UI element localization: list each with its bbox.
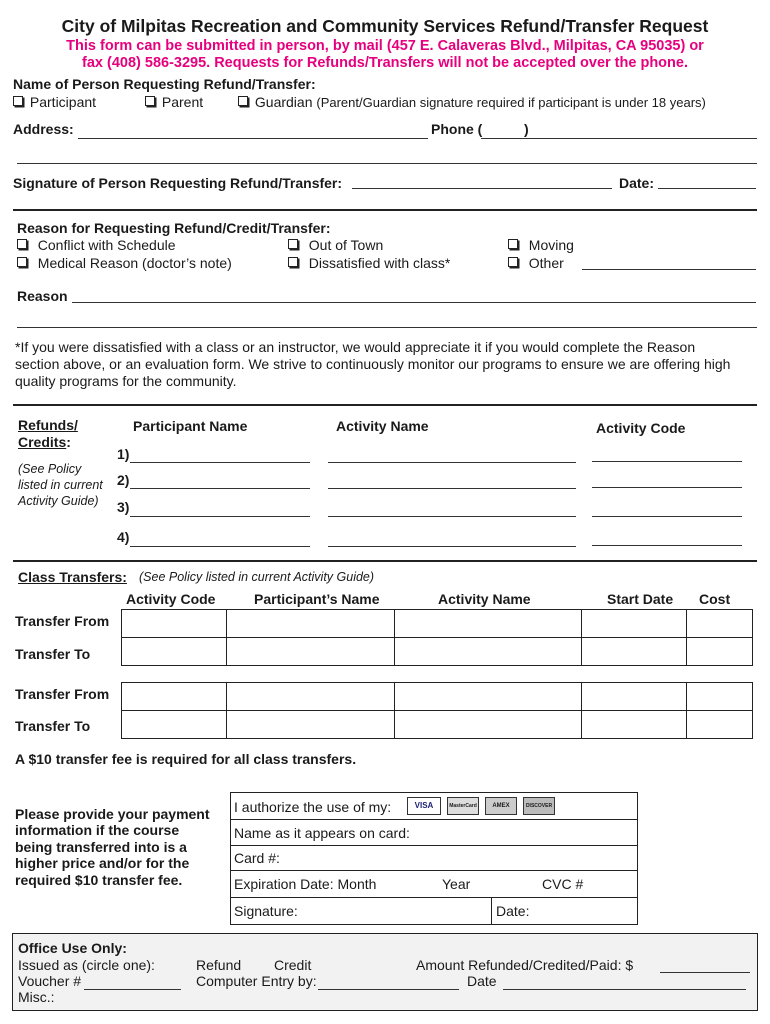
mastercard-icon[interactable]: MasterCard bbox=[447, 797, 479, 815]
refund-activity-field[interactable] bbox=[328, 546, 576, 547]
payment-date-cell[interactable] bbox=[491, 897, 637, 924]
payment-signature-cell[interactable] bbox=[231, 897, 492, 924]
transfer-col-start: Start Date bbox=[607, 591, 674, 607]
payment-date-label: Date: bbox=[496, 903, 530, 919]
office-date-field[interactable] bbox=[503, 989, 746, 990]
transfer-cell[interactable] bbox=[582, 683, 687, 711]
submission-note-line1: This form can be submitted in person, by mail (457 E. Calaveras Blvd., Milpitas, CA 95035) or bbox=[66, 38, 704, 54]
section-divider bbox=[13, 209, 757, 211]
refund-col-participant: Participant Name bbox=[133, 418, 248, 434]
refund-code-field[interactable] bbox=[592, 487, 742, 488]
reason-label: Reason bbox=[17, 288, 68, 304]
signature-date-field[interactable] bbox=[658, 188, 756, 189]
payment-prompt-line5: required $10 transfer fee. bbox=[15, 872, 183, 888]
refund-policy-line1: (See Policy bbox=[18, 462, 82, 476]
card-number-label: Card #: bbox=[234, 850, 280, 866]
amex-icon[interactable]: AMEX bbox=[485, 797, 517, 815]
transfer-cell[interactable] bbox=[582, 610, 687, 638]
refund-activity-field[interactable] bbox=[328, 516, 576, 517]
card-logos bbox=[407, 797, 561, 815]
cvc-label: CVC # bbox=[542, 876, 584, 892]
payment-box bbox=[230, 792, 638, 925]
transfer-cell[interactable] bbox=[227, 711, 395, 739]
name-on-card-row[interactable] bbox=[231, 819, 637, 846]
transfer-from-label: Transfer From bbox=[15, 613, 110, 629]
transfers-policy: (See Policy listed in current Activity Guide) bbox=[139, 570, 375, 584]
transfer-col-code: Activity Code bbox=[126, 591, 216, 607]
section-divider bbox=[13, 404, 757, 406]
section-divider bbox=[13, 560, 757, 562]
transfer-cell[interactable] bbox=[582, 638, 687, 666]
refund-activity-field[interactable] bbox=[328, 488, 576, 489]
payment-prompt-line3: being transferred into is a bbox=[15, 839, 187, 855]
transfer-col-activity: Activity Name bbox=[438, 591, 531, 607]
transfer-cell[interactable] bbox=[227, 610, 395, 638]
transfer-cell[interactable] bbox=[227, 638, 395, 666]
form-title: City of Milpitas Recreation and Community Services Refund/Transfer Request bbox=[61, 16, 709, 36]
transfer-cell[interactable] bbox=[122, 683, 227, 711]
transfer-col-cost: Cost bbox=[699, 591, 731, 607]
discover-icon[interactable]: DISCOVER bbox=[523, 797, 555, 815]
signature-label: Signature of Person Requesting Refund/Transfer: bbox=[13, 175, 343, 191]
dissatisfied-note-line2: section above, or an evaluation form. We strive to continuously monitor our programs to ensure we are offering high bbox=[15, 356, 731, 372]
refund-participant-field[interactable] bbox=[130, 488, 310, 489]
transfer-cell[interactable] bbox=[687, 711, 753, 739]
transfer-cell[interactable] bbox=[687, 638, 753, 666]
transfer-table-1 bbox=[121, 609, 753, 666]
transfers-heading: Class Transfers: bbox=[18, 569, 127, 585]
other-field[interactable] bbox=[582, 269, 756, 270]
authorize-label: I authorize the use of my: bbox=[234, 799, 392, 815]
refund-participant-field[interactable] bbox=[130, 462, 310, 463]
phone-close: ) bbox=[524, 121, 529, 137]
transfer-fee-note: A $10 transfer fee is required for all class transfers. bbox=[15, 751, 357, 767]
transfer-from-label: Transfer From bbox=[15, 686, 110, 702]
authorize-row bbox=[231, 793, 637, 820]
out-of-town-option[interactable]: Out of Town bbox=[288, 237, 383, 253]
address-label: Address: bbox=[13, 121, 74, 137]
payment-prompt-line1: Please provide your payment bbox=[15, 806, 210, 822]
credits-heading: Credits: bbox=[18, 434, 71, 450]
refunds-heading: Refunds/ bbox=[18, 417, 78, 433]
transfer-to-label: Transfer To bbox=[15, 646, 91, 662]
reason-field[interactable] bbox=[72, 302, 756, 303]
dissatisfied-note-line3: quality programs for the community. bbox=[15, 373, 237, 389]
credit-option[interactable]: Credit bbox=[274, 957, 312, 973]
expiration-month-label: Expiration Date: Month bbox=[234, 876, 377, 892]
refund-row-number: 2) bbox=[117, 472, 130, 488]
voucher-field[interactable] bbox=[84, 989, 181, 990]
computer-entry-label: Computer Entry by: bbox=[196, 973, 317, 989]
medical-checkbox[interactable] bbox=[17, 257, 27, 267]
transfer-cell[interactable] bbox=[122, 638, 227, 666]
transfer-cell[interactable] bbox=[687, 683, 753, 711]
expiration-year-label: Year bbox=[442, 876, 471, 892]
participant-option[interactable]: Participant bbox=[13, 94, 96, 110]
refund-row-number: 4) bbox=[117, 529, 130, 545]
reason-field-line2[interactable] bbox=[17, 327, 757, 328]
parent-checkbox[interactable] bbox=[145, 96, 155, 106]
transfer-cell[interactable] bbox=[582, 711, 687, 739]
refund-policy-line2: listed in current bbox=[18, 478, 103, 492]
submission-note-line2: fax (408) 586-3295. Requests for Refunds/Transfers will not be accepted over the phone. bbox=[82, 55, 688, 71]
card-number-row[interactable] bbox=[231, 845, 637, 871]
refund-activity-field[interactable] bbox=[328, 462, 576, 463]
voucher-label: Voucher # bbox=[18, 973, 82, 989]
payment-prompt-line2: information if the course bbox=[15, 822, 180, 838]
expiration-row[interactable] bbox=[231, 870, 637, 898]
transfer-table-2 bbox=[121, 682, 753, 739]
dissatisfied-checkbox[interactable] bbox=[288, 257, 298, 267]
moving-option[interactable]: Moving bbox=[508, 237, 574, 253]
refund-col-code: Activity Code bbox=[596, 420, 686, 436]
dissatisfied-note-line1: *If you were dissatisfied with a class or an instructor, we would appreciate it if you would complete the Reason bbox=[15, 339, 696, 355]
medical-option[interactable]: Medical Reason (doctor’s note) bbox=[17, 255, 232, 271]
transfer-cell[interactable] bbox=[687, 610, 753, 638]
transfer-cell[interactable] bbox=[122, 610, 227, 638]
refund-participant-field[interactable] bbox=[130, 546, 310, 547]
address-field-line2[interactable] bbox=[17, 163, 757, 164]
amount-field[interactable] bbox=[660, 972, 750, 973]
moving-checkbox[interactable] bbox=[508, 239, 518, 249]
signature-field[interactable] bbox=[352, 188, 612, 189]
transfer-cell[interactable] bbox=[395, 711, 582, 739]
guardian-checkbox[interactable] bbox=[238, 96, 248, 106]
refund-participant-field[interactable] bbox=[130, 516, 310, 517]
refund-code-field[interactable] bbox=[592, 516, 742, 517]
payment-prompt-line4: higher price and/or for the bbox=[15, 855, 190, 871]
other-checkbox[interactable] bbox=[508, 257, 518, 267]
transfer-cell[interactable] bbox=[395, 610, 582, 638]
refund-col-activity: Activity Name bbox=[336, 418, 429, 434]
reason-heading: Reason for Requesting Refund/Credit/Transfer: bbox=[17, 220, 331, 236]
guardian-note: (Parent/Guardian signature required if participant is under 18 years) bbox=[316, 95, 706, 110]
transfer-cell[interactable] bbox=[395, 638, 582, 666]
refund-code-field[interactable] bbox=[592, 461, 742, 462]
address-field[interactable] bbox=[78, 138, 428, 139]
other-option[interactable]: Other bbox=[508, 255, 564, 271]
signature-date-label: Date: bbox=[619, 175, 655, 191]
issued-as-label: Issued as (circle one): bbox=[18, 957, 155, 973]
requester-name-label: Name of Person Requesting Refund/Transfer: bbox=[13, 76, 316, 92]
refund-row-number: 3) bbox=[117, 499, 130, 515]
participant-checkbox[interactable] bbox=[13, 96, 23, 106]
conflict-option[interactable]: Conflict with Schedule bbox=[17, 237, 176, 253]
dissatisfied-option[interactable]: Dissatisfied with class* bbox=[288, 255, 450, 271]
refund-row-number: 1) bbox=[117, 446, 130, 462]
transfer-cell[interactable] bbox=[395, 683, 582, 711]
visa-icon[interactable]: VISA bbox=[407, 797, 441, 815]
payment-signature-label: Signature: bbox=[234, 903, 298, 919]
refund-policy-line3: Activity Guide) bbox=[18, 494, 99, 508]
office-date-label: Date bbox=[467, 973, 497, 989]
refund-option[interactable]: Refund bbox=[196, 957, 242, 973]
guardian-option[interactable]: Guardian (Parent/Guardian signature required if participant is under 18 years) bbox=[238, 94, 706, 110]
conflict-checkbox[interactable] bbox=[17, 239, 27, 249]
phone-field[interactable] bbox=[481, 138, 757, 139]
transfer-cell[interactable] bbox=[227, 683, 395, 711]
phone-label: Phone ( bbox=[431, 121, 483, 137]
refund-code-field[interactable] bbox=[592, 545, 742, 546]
transfer-col-participant: Participant’s Name bbox=[254, 591, 380, 607]
parent-option[interactable]: Parent bbox=[145, 94, 203, 110]
office-use-heading: Office Use Only: bbox=[18, 940, 127, 956]
name-on-card-label: Name as it appears on card: bbox=[234, 825, 410, 841]
transfer-to-label: Transfer To bbox=[15, 718, 91, 734]
out-of-town-checkbox[interactable] bbox=[288, 239, 298, 249]
misc-label: Misc.: bbox=[18, 989, 55, 1005]
computer-entry-field[interactable] bbox=[318, 989, 459, 990]
transfer-cell[interactable] bbox=[122, 711, 227, 739]
amount-label: Amount Refunded/Credited/Paid: $ bbox=[416, 957, 634, 973]
